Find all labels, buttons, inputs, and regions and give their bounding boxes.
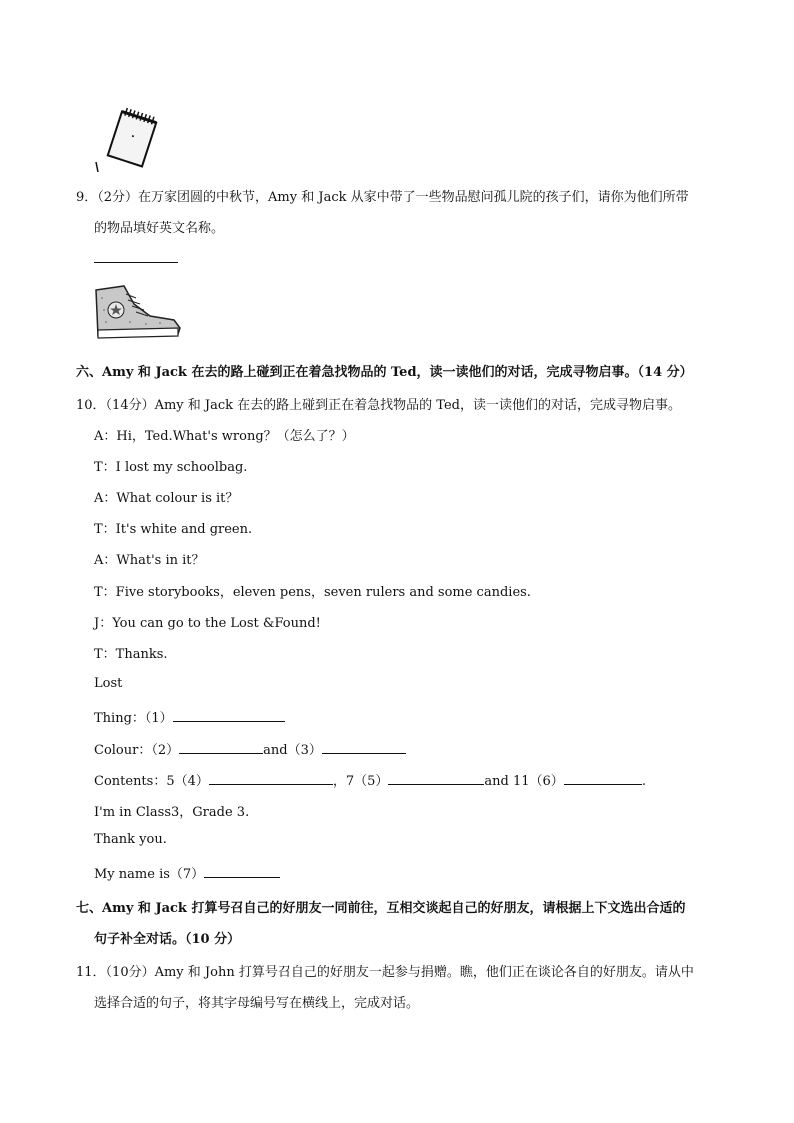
q9-answer-blank[interactable] [94,250,178,263]
blank-7[interactable] [204,865,280,878]
contents-end: . [641,774,646,789]
contents-row [94,770,646,789]
class-line: I'm in Class3，Grade 3. [94,805,250,820]
q9-stem-line2: 的物品填好英文名称。 [94,221,225,236]
section6-heading: 六、Amy 和 Jack 在去的路上碰到正在着急找物品的 Ted，读一读他们的对话，完成寻物启事。（14 分） [76,365,693,380]
dialog-line-4: T：It's white and green. [94,522,253,537]
contents-mid1: ，7（5） [332,774,389,789]
section7-heading-line1: 七、Amy 和 Jack 打算号召自己的好朋友一同前往，互相交谈起自己的好朋友，请根据上下文选出合适的 [76,901,686,916]
colour-and: and（3） [263,743,322,758]
q11-stem-line1: 11．（10分）Amy 和 John 打算号召自己的好朋友一起参与捐赠。瞧，他们正在谈论各自的好朋友。请从中 [76,965,694,980]
dialog-line-6: T：Five storybooks，eleven pens，seven rulers and some candies. [94,585,531,600]
notebook-image [92,106,172,172]
blank-5[interactable] [388,772,484,785]
dialog-line-2: T：I lost my schoolbag. [94,460,248,475]
blank-3[interactable] [322,741,406,754]
blank-2[interactable] [179,741,263,754]
contents-label: Contents：5（4） [94,774,209,789]
name-row [94,863,280,882]
sneaker-image [90,282,184,342]
thanks-line: Thank you. [94,832,167,847]
dialog-line-8: T：Thanks. [94,647,168,662]
q11-stem-line2: 选择合适的句子，将其字母编号写在横线上，完成对话。 [94,996,420,1011]
thing-row [94,707,285,726]
name-label: My name is（7） [94,867,205,882]
dialog-line-1: A：Hi，Ted.What's wrong？（怎么了？） [94,429,355,444]
blank-6[interactable] [564,772,642,785]
thing-label: Thing：（1） [94,711,173,726]
colour-row [94,739,406,758]
contents-mid2: and 11（6） [484,774,564,789]
q9-stem-line1: 9．（2分）在万家团圆的中秋节，Amy 和 Jack 从家中带了一些物品慰问孤儿院的孩子们，请你为他们所带 [76,190,689,205]
blank-1[interactable] [173,709,285,722]
dialog-line-5: A：What's in it？ [94,553,205,568]
notice-title: Lost [94,676,123,691]
blank-4[interactable] [209,772,333,785]
dialog-line-3: A：What colour is it？ [94,491,239,506]
section7-heading-line2: 句子补全对话。（10 分） [94,932,241,947]
q10-stem: 10．（14分）Amy 和 Jack 在去的路上碰到正在着急找物品的 Ted，读一读他们的对话，完成寻物启事。 [76,398,681,413]
colour-label: Colour：（2） [94,743,180,758]
dialog-line-7: J：You can go to the Lost &Found! [94,616,321,631]
